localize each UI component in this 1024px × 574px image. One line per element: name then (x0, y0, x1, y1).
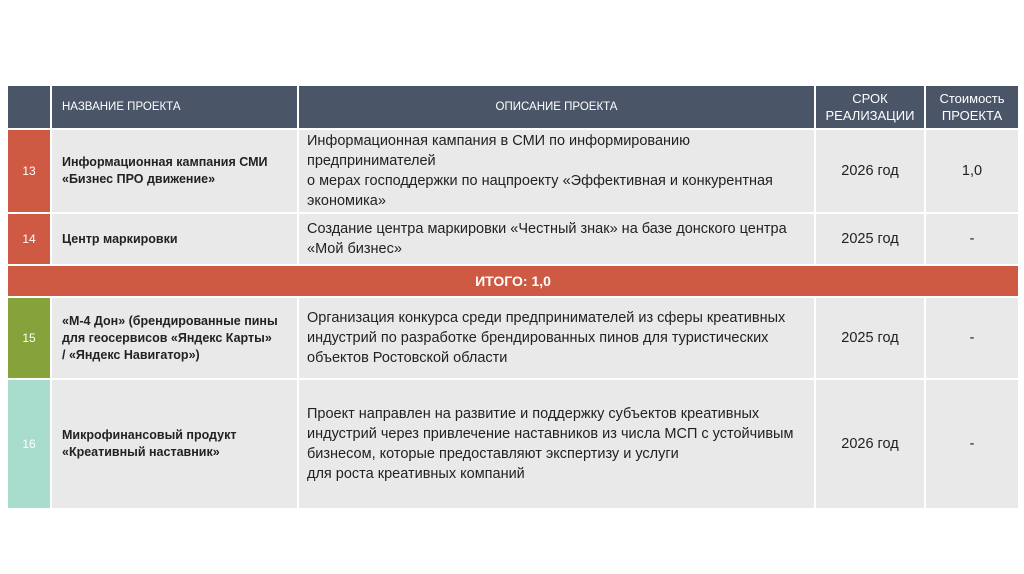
table-header (8, 86, 1018, 130)
table-row (8, 130, 1018, 214)
row-cost: - (926, 214, 1018, 266)
table-row (8, 214, 1018, 266)
row-term: 2026 год (816, 380, 926, 510)
row-name: Информационная кампания СМИ «Бизнес ПРО движение» (52, 130, 299, 214)
row-term: 2026 год (816, 130, 926, 214)
row-cost: - (926, 298, 1018, 380)
row-name: Микрофинансовый продукт «Креативный наставник» (52, 380, 299, 510)
row-num: 13 (8, 130, 52, 214)
row-description: Создание центра маркировки «Честный знак» на базе донского центра «Мой бизнес» (299, 214, 816, 266)
row-name: «М-4 Дон» (брендированные пины для геосервисов «Яндекс Карты» / «Яндекс Навигатор») (52, 298, 299, 380)
row-description: Организация конкурса среди предпринимателей из сферы креативных индустрий по разработке брендированных пинов для туристических объектов Ростовской области (299, 298, 816, 380)
row-cost: - (926, 380, 1018, 510)
table-row (8, 380, 1018, 510)
row-num: 14 (8, 214, 52, 266)
row-num: 16 (8, 380, 52, 510)
header-name: НАЗВАНИЕ ПРОЕКТА (52, 86, 299, 130)
row-term: 2025 год (816, 298, 926, 380)
header-term: СРОК РЕАЛИЗАЦИИ (816, 86, 926, 130)
row-term: 2025 год (816, 214, 926, 266)
row-name: Центр маркировки (52, 214, 299, 266)
header-cost: Стоимость ПРОЕКТА (926, 86, 1018, 130)
table-row (8, 298, 1018, 380)
header-num (8, 86, 52, 130)
row-cost: 1,0 (926, 130, 1018, 214)
row-description: Проект направлен на развитие и поддержку субъектов креативных индустрий через привлечение наставников из числа МСП с устойчивым бизнесом, которые предоставляют экспертизу и услуги для роста креативных компаний (299, 380, 816, 510)
header-description: ОПИСАНИЕ ПРОЕКТА (299, 86, 816, 130)
total-row: ИТОГО: 1,0 (8, 266, 1018, 298)
row-num: 15 (8, 298, 52, 380)
projects-table (8, 86, 1018, 510)
row-description: Информационная кампания в СМИ по информированию предпринимателей о мерах господдержки по нацпроекту «Эффективная и конкурентная экономика» (299, 130, 816, 214)
